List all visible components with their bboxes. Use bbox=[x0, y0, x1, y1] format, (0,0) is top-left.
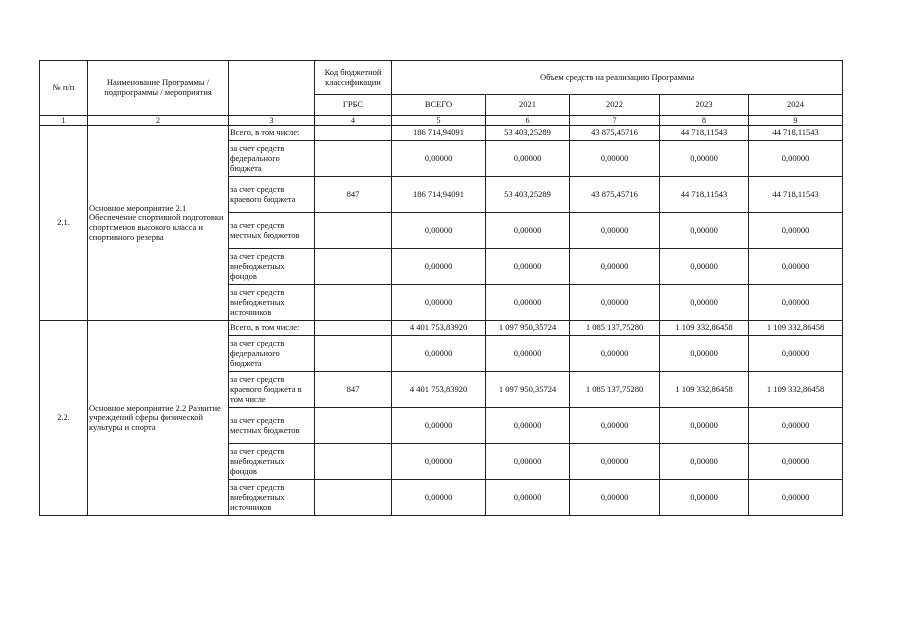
funding-source: Всего, в том числе: bbox=[229, 321, 315, 336]
amount-cell: 0,00000 bbox=[392, 408, 486, 444]
funding-source: за счет средств краевого бюджета bbox=[229, 177, 315, 213]
amount-cell: 0,00000 bbox=[570, 444, 660, 480]
amount-cell: 1 109 332,86458 bbox=[660, 321, 749, 336]
amount-cell: 0,00000 bbox=[570, 336, 660, 372]
activity-name: Основное мероприятие 2.2 Развитие учреждений сферы физической культуры и спорта bbox=[88, 321, 229, 516]
index-cell: 2 bbox=[88, 116, 229, 126]
funding-source: за счет средств внебюджетных фондов bbox=[229, 249, 315, 285]
index-cell: 9 bbox=[749, 116, 843, 126]
amount-cell: 0,00000 bbox=[392, 336, 486, 372]
amount-cell: 0,00000 bbox=[392, 141, 486, 177]
grbs-code bbox=[315, 141, 392, 177]
amount-cell: 1 109 332,86458 bbox=[660, 372, 749, 408]
funding-source: за счет средств федерального бюджета bbox=[229, 336, 315, 372]
amount-cell: 44 718,11543 bbox=[749, 177, 843, 213]
amount-cell: 53 403,25289 bbox=[486, 126, 570, 141]
funding-source: за счет средств федерального бюджета bbox=[229, 141, 315, 177]
amount-cell: 0,00000 bbox=[660, 249, 749, 285]
header-source-blank bbox=[229, 61, 315, 116]
amount-cell: 0,00000 bbox=[749, 444, 843, 480]
grbs-code: 847 bbox=[315, 372, 392, 408]
amount-cell: 0,00000 bbox=[486, 336, 570, 372]
amount-cell: 0,00000 bbox=[486, 141, 570, 177]
funding-source: Всего, в том числе: bbox=[229, 126, 315, 141]
header-row bbox=[40, 61, 843, 95]
header-year-total: ВСЕГО bbox=[392, 95, 486, 116]
amount-cell: 0,00000 bbox=[749, 249, 843, 285]
amount-cell: 0,00000 bbox=[392, 444, 486, 480]
amount-cell: 43 875,45716 bbox=[570, 126, 660, 141]
grbs-code bbox=[315, 321, 392, 336]
amount-cell: 53 403,25289 bbox=[486, 177, 570, 213]
amount-cell: 0,00000 bbox=[570, 213, 660, 249]
amount-cell: 0,00000 bbox=[486, 444, 570, 480]
grbs-code bbox=[315, 213, 392, 249]
funding-source: за счет средств внебюджетных фондов bbox=[229, 444, 315, 480]
grbs-code: 847 bbox=[315, 177, 392, 213]
index-cell: 7 bbox=[570, 116, 660, 126]
header-volume: Объем средств на реализацию Программы bbox=[392, 61, 843, 95]
amount-cell: 0,00000 bbox=[486, 285, 570, 321]
index-cell: 8 bbox=[660, 116, 749, 126]
amount-cell: 0,00000 bbox=[570, 285, 660, 321]
grbs-code bbox=[315, 285, 392, 321]
amount-cell: 44 718,11543 bbox=[660, 177, 749, 213]
funding-source: за счет средств внебюджетных источников bbox=[229, 285, 315, 321]
amount-cell: 4 401 753,83920 bbox=[392, 372, 486, 408]
amount-cell: 0,00000 bbox=[749, 213, 843, 249]
amount-cell: 1 109 332,86458 bbox=[749, 321, 843, 336]
amount-cell: 0,00000 bbox=[660, 141, 749, 177]
amount-cell: 186 714,94091 bbox=[392, 126, 486, 141]
amount-cell: 0,00000 bbox=[749, 336, 843, 372]
amount-cell: 0,00000 bbox=[660, 444, 749, 480]
index-cell: 4 bbox=[315, 116, 392, 126]
amount-cell: 0,00000 bbox=[486, 408, 570, 444]
row-number: 2.1. bbox=[40, 126, 88, 321]
funding-source: за счет средств местных бюджетов bbox=[229, 408, 315, 444]
row-number: 2.2. bbox=[40, 321, 88, 516]
index-cell: 1 bbox=[40, 116, 88, 126]
amount-cell: 1 109 332,86458 bbox=[749, 372, 843, 408]
amount-cell: 0,00000 bbox=[486, 213, 570, 249]
grbs-code bbox=[315, 480, 392, 516]
funding-source: за счет средств местных бюджетов bbox=[229, 213, 315, 249]
header-num: № п/п bbox=[40, 61, 88, 116]
amount-cell: 43 875,45716 bbox=[570, 177, 660, 213]
amount-cell: 0,00000 bbox=[749, 285, 843, 321]
amount-cell: 0,00000 bbox=[660, 285, 749, 321]
grbs-code bbox=[315, 126, 392, 141]
amount-cell: 0,00000 bbox=[749, 408, 843, 444]
index-cell: 6 bbox=[486, 116, 570, 126]
amount-cell: 0,00000 bbox=[392, 213, 486, 249]
amount-cell: 186 714,94091 bbox=[392, 177, 486, 213]
amount-cell: 0,00000 bbox=[570, 408, 660, 444]
header-year-2021: 2021 bbox=[486, 95, 570, 116]
amount-cell: 1 085 137,75280 bbox=[570, 372, 660, 408]
funding-source: за счет средств краевого бюджета в том числе bbox=[229, 372, 315, 408]
amount-cell: 0,00000 bbox=[660, 480, 749, 516]
grbs-code bbox=[315, 408, 392, 444]
funding-source: за счет средств внебюджетных источников bbox=[229, 480, 315, 516]
header-name: Наименование Программы / подпрограммы / мероприятия bbox=[88, 61, 229, 116]
amount-cell: 0,00000 bbox=[749, 480, 843, 516]
activity-name: Основное мероприятие 2.1 Обеспечение спортивной подготовки спортсменов высокого класса и спортивного резерва bbox=[88, 126, 229, 321]
amount-cell: 0,00000 bbox=[570, 480, 660, 516]
header-year-2024: 2024 bbox=[749, 95, 843, 116]
amount-cell: 0,00000 bbox=[486, 480, 570, 516]
header-year-2023: 2023 bbox=[660, 95, 749, 116]
grbs-code bbox=[315, 249, 392, 285]
amount-cell: 44 718,11543 bbox=[749, 126, 843, 141]
amount-cell: 1 097 950,35724 bbox=[486, 321, 570, 336]
amount-cell: 4 401 753,83920 bbox=[392, 321, 486, 336]
amount-cell: 0,00000 bbox=[660, 336, 749, 372]
amount-cell: 1 085 137,75280 bbox=[570, 321, 660, 336]
grbs-code bbox=[315, 444, 392, 480]
amount-cell: 0,00000 bbox=[660, 408, 749, 444]
amount-cell: 0,00000 bbox=[392, 249, 486, 285]
index-cell: 3 bbox=[229, 116, 315, 126]
amount-cell: 1 097 950,35724 bbox=[486, 372, 570, 408]
header-kbk: Код бюджетной классификации bbox=[315, 61, 392, 95]
amount-cell: 0,00000 bbox=[749, 141, 843, 177]
amount-cell: 44 718,11543 bbox=[660, 126, 749, 141]
amount-cell: 0,00000 bbox=[570, 249, 660, 285]
table-row bbox=[40, 126, 843, 141]
index-row bbox=[40, 116, 843, 126]
table-row bbox=[40, 321, 843, 336]
amount-cell: 0,00000 bbox=[486, 249, 570, 285]
amount-cell: 0,00000 bbox=[392, 480, 486, 516]
amount-cell: 0,00000 bbox=[392, 285, 486, 321]
amount-cell: 0,00000 bbox=[570, 141, 660, 177]
index-cell: 5 bbox=[392, 116, 486, 126]
budget-table bbox=[39, 60, 843, 516]
header-year-2022: 2022 bbox=[570, 95, 660, 116]
grbs-code bbox=[315, 336, 392, 372]
amount-cell: 0,00000 bbox=[660, 213, 749, 249]
header-grbs: ГРБС bbox=[315, 95, 392, 116]
